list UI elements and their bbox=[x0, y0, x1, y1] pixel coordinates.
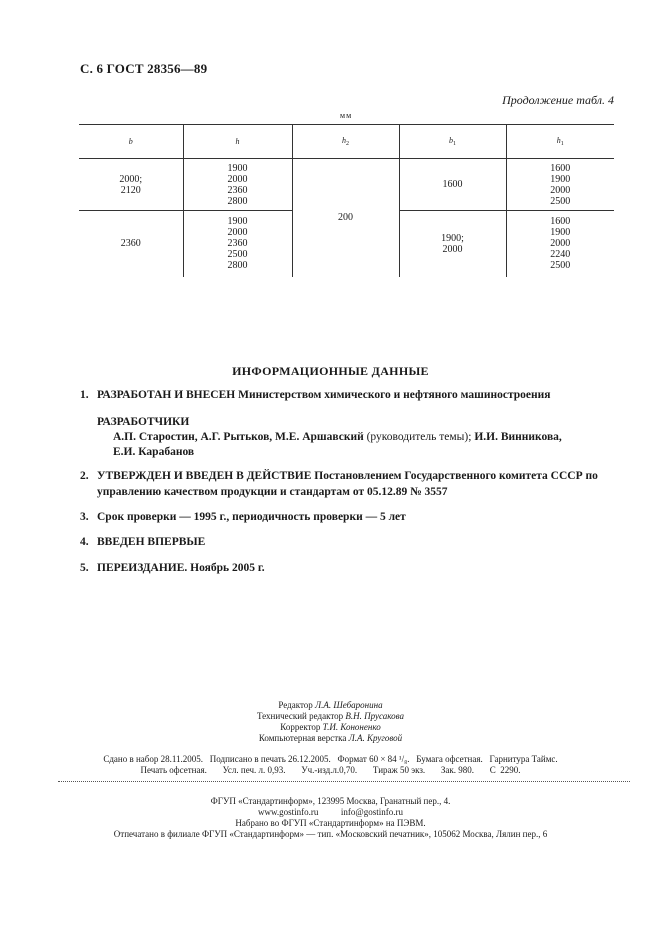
col-header-h2: $h_2$ bbox=[292, 125, 399, 159]
info-item-reissue: 5. ПЕРЕИЗДАНИЕ. Ноябрь 2005 г. bbox=[80, 562, 265, 574]
col-header-b: b bbox=[79, 125, 183, 159]
col-header-h: h bbox=[183, 125, 292, 159]
info-item-developed: 1. РАЗРАБОТАН И ВНЕСЕН Министерством химического и нефтяного машиностроения bbox=[80, 389, 551, 401]
print-details-line-2: Печать офсетная. Усл. печ. л. 0,93. Уч.-изд.л.0,70. Тираж 50 экз. Зак. 980. С 2290. bbox=[140, 765, 521, 775]
page-header: С. 6 ГОСТ 28356—89 bbox=[80, 61, 208, 76]
cell-h1: 1600 1900 2000 2240 2500 bbox=[506, 211, 614, 277]
cell-h1: 1600 1900 2000 2500 bbox=[506, 159, 614, 211]
print-details-line-1: Сдано в набор 28.11.2005. Подписано в печать 26.12.2005. Формат 60 × 84 ¹/₈. Бумага офсетная. Гарнитура Таймс. bbox=[103, 754, 558, 764]
publisher-line-2: www.gostinfo.ru info@gostinfo.ru bbox=[258, 807, 403, 817]
info-item-approved-line-2: управлению качеством продукции и стандартам от 05.12.89 № 3557 bbox=[97, 486, 448, 498]
cell-b: 2000; 2120 bbox=[79, 159, 183, 211]
cell-h: 1900 2000 2360 2500 2800 bbox=[183, 211, 292, 277]
info-section-title: ИНФОРМАЦИОННЫЕ ДАННЫЕ bbox=[232, 364, 429, 378]
table-unit: мм bbox=[340, 111, 353, 120]
imprint-corrector: Корректор Т.И. Кононенко bbox=[280, 722, 381, 732]
table-continuation-label: Продолжение табл. 4 bbox=[502, 93, 614, 107]
info-item-first-introduced: 4. ВВЕДЕН ВПЕРВЫЕ bbox=[80, 536, 206, 548]
col-header-h1: $h_1$ bbox=[506, 125, 614, 159]
table-row bbox=[79, 159, 614, 211]
col-header-b1: $b_1$ bbox=[399, 125, 506, 159]
imprint-editor: Редактор Л.А. Шебаронина bbox=[278, 700, 383, 710]
cell-h: 1900 2000 2360 2800 bbox=[183, 159, 292, 211]
info-item-approved: 2. УТВЕРЖДЕН И ВВЕДЕН В ДЕЙСТВИЕ Постановлением Государственного комитета СССР по bbox=[80, 470, 598, 482]
cell-b1: 1900; 2000 bbox=[399, 211, 506, 277]
publisher-line-3: Набрано во ФГУП «Стандартинформ» на ПЭВМ. bbox=[235, 818, 426, 828]
cell-b1: 1600 bbox=[399, 159, 506, 211]
publisher-line-1: ФГУП «Стандартинформ», 123995 Москва, Гранатный пер., 4. bbox=[210, 796, 451, 806]
imprint-layout: Компьютерная верстка Л.А. Круговой bbox=[258, 733, 403, 743]
developers-line-2: Е.И. Карабанов bbox=[113, 446, 195, 458]
dimensions-table bbox=[79, 124, 614, 277]
cell-h2-merged: 200 bbox=[292, 159, 399, 277]
developers-title: РАЗРАБОТЧИКИ bbox=[97, 416, 190, 428]
cell-b: 2360 bbox=[120, 238, 141, 250]
publisher-line-4: Отпечатано в филиале ФГУП «Стандартинформ» — тип. «Московский печатник», 105062 Москва, Лялин пер., 6 bbox=[113, 829, 548, 839]
info-item-review: 3. Срок проверки — 1995 г., периодичность проверки — 5 лет bbox=[80, 511, 406, 523]
imprint-tech-editor: Технический редактор В.Н. Прусакова bbox=[256, 711, 405, 721]
table-header-row bbox=[79, 125, 614, 159]
developers-line-1: А.П. Старостин, А.Г. Рытьков, М.Е. Аршавский (руководитель темы); И.И. Винникова, bbox=[113, 431, 562, 443]
imprint-divider bbox=[58, 781, 630, 782]
